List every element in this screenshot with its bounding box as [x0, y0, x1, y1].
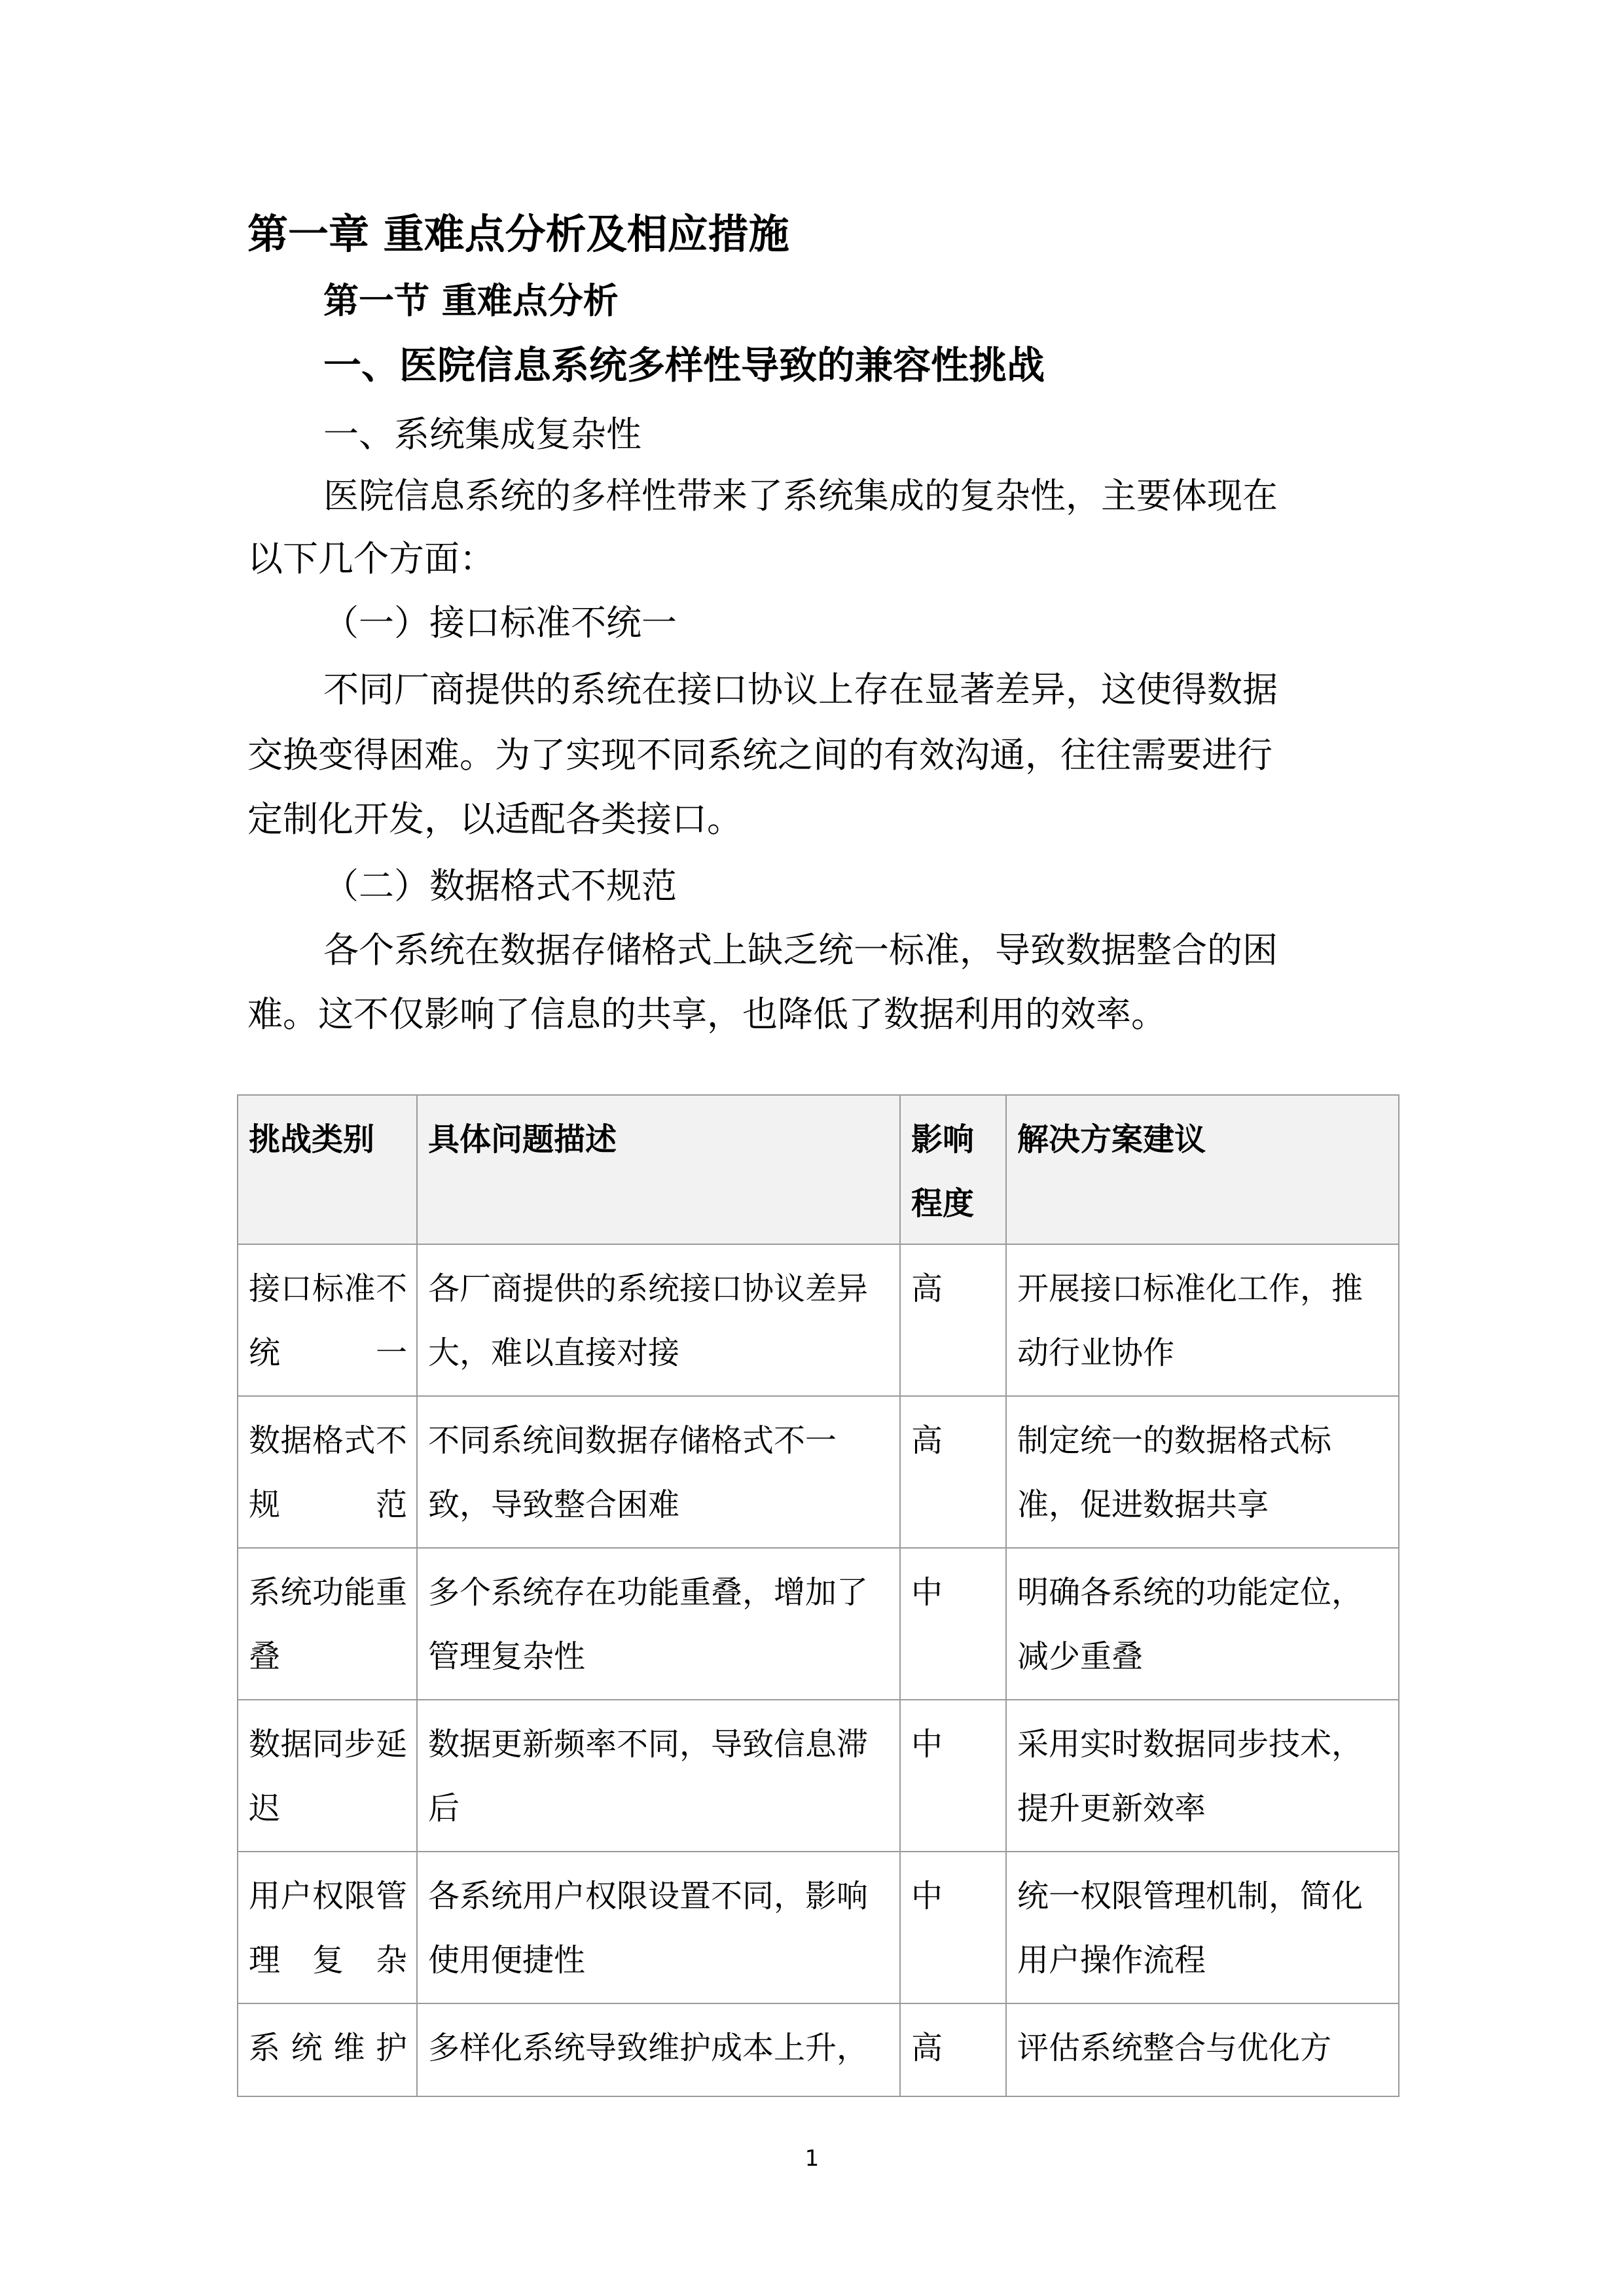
cell-description: 各厂商提供的系统接口协议差异大，难以直接对接 — [417, 1244, 900, 1396]
cell-description: 多个系统存在功能重叠，增加了管理复杂性 — [417, 1548, 900, 1700]
item2-line-2: 难。这不仅影响了信息的共享，也降低了数据利用的效率。 — [247, 994, 1166, 1035]
cell-category: 数据同步延迟 — [238, 1700, 417, 1852]
cell-impact: 中 — [900, 1548, 1006, 1700]
cell-impact: 高 — [900, 1244, 1006, 1396]
challenges-table — [237, 1094, 1399, 2097]
table-row — [238, 1548, 1399, 1700]
header-problem-description: 具体问题描述 — [417, 1095, 900, 1244]
section-title: 第一节 重难点分析 — [323, 280, 619, 321]
cell-impact: 高 — [900, 1396, 1006, 1548]
cell-solution: 开展接口标准化工作，推动行业协作 — [1006, 1244, 1399, 1396]
cell-description: 各系统用户权限设置不同，影响使用便捷性 — [417, 1852, 900, 2003]
cell-impact: 中 — [900, 1852, 1006, 2003]
cell-category: 接口标准不统一 — [238, 1244, 417, 1396]
table-row — [238, 1700, 1399, 1852]
cell-description: 多样化系统导致维护成本上升， — [417, 2003, 900, 2096]
intro-line-2: 以下几个方面： — [247, 538, 495, 579]
cell-solution: 评估系统整合与优化方 — [1006, 2003, 1399, 2096]
topic-heading: 一、系统集成复杂性 — [323, 414, 641, 455]
cell-solution: 统一权限管理机制，简化用户操作流程 — [1006, 1852, 1399, 2003]
item1-line-2: 交换变得困难。为了实现不同系统之间的有效沟通，往往需要进行 — [247, 734, 1272, 776]
intro-line-1: 医院信息系统的多样性带来了系统集成的复杂性，主要体现在 — [323, 475, 1278, 516]
cell-category: 数据格式不规范 — [238, 1396, 417, 1548]
subsection-title: 一、医院信息系统多样性导致的兼容性挑战 — [323, 343, 1045, 387]
cell-description: 不同系统间数据存储格式不一致，导致整合困难 — [417, 1396, 900, 1548]
cell-category: 用户权限管理复杂 — [238, 1852, 417, 2003]
cell-impact: 中 — [900, 1700, 1006, 1852]
cell-category: 系统功能重叠 — [238, 1548, 417, 1700]
table-row — [238, 1852, 1399, 2003]
cell-impact: 高 — [900, 2003, 1006, 2096]
header-solution: 解决方案建议 — [1006, 1095, 1399, 1244]
item1-heading: （一）接口标准不统一 — [323, 602, 677, 643]
item2-line-1: 各个系统在数据存储格式上缺乏统一标准，导致数据整合的困 — [323, 929, 1278, 971]
table-header-row — [238, 1095, 1399, 1244]
item1-line-1: 不同厂商提供的系统在接口协议上存在显著差异，这使得数据 — [323, 669, 1278, 710]
cell-solution: 制定统一的数据格式标准，促进数据共享 — [1006, 1396, 1399, 1548]
cell-solution: 采用实时数据同步技术，提升更新效率 — [1006, 1700, 1399, 1852]
item2-heading: （二）数据格式不规范 — [323, 865, 677, 906]
cell-category: 系统维护 — [238, 2003, 417, 2096]
item1-line-3: 定制化开发，以适配各类接口。 — [247, 798, 742, 840]
chapter-title: 第一章 重难点分析及相应措施 — [247, 210, 789, 258]
header-impact-level: 影响程度 — [900, 1095, 1006, 1244]
cell-solution: 明确各系统的功能定位，减少重叠 — [1006, 1548, 1399, 1700]
table-row — [238, 1244, 1399, 1396]
table-row — [238, 1396, 1399, 1548]
table-row — [238, 2003, 1399, 2096]
page-number: 1 — [804, 2145, 820, 2172]
header-challenge-category: 挑战类别 — [238, 1095, 417, 1244]
cell-description: 数据更新频率不同，导致信息滞后 — [417, 1700, 900, 1852]
